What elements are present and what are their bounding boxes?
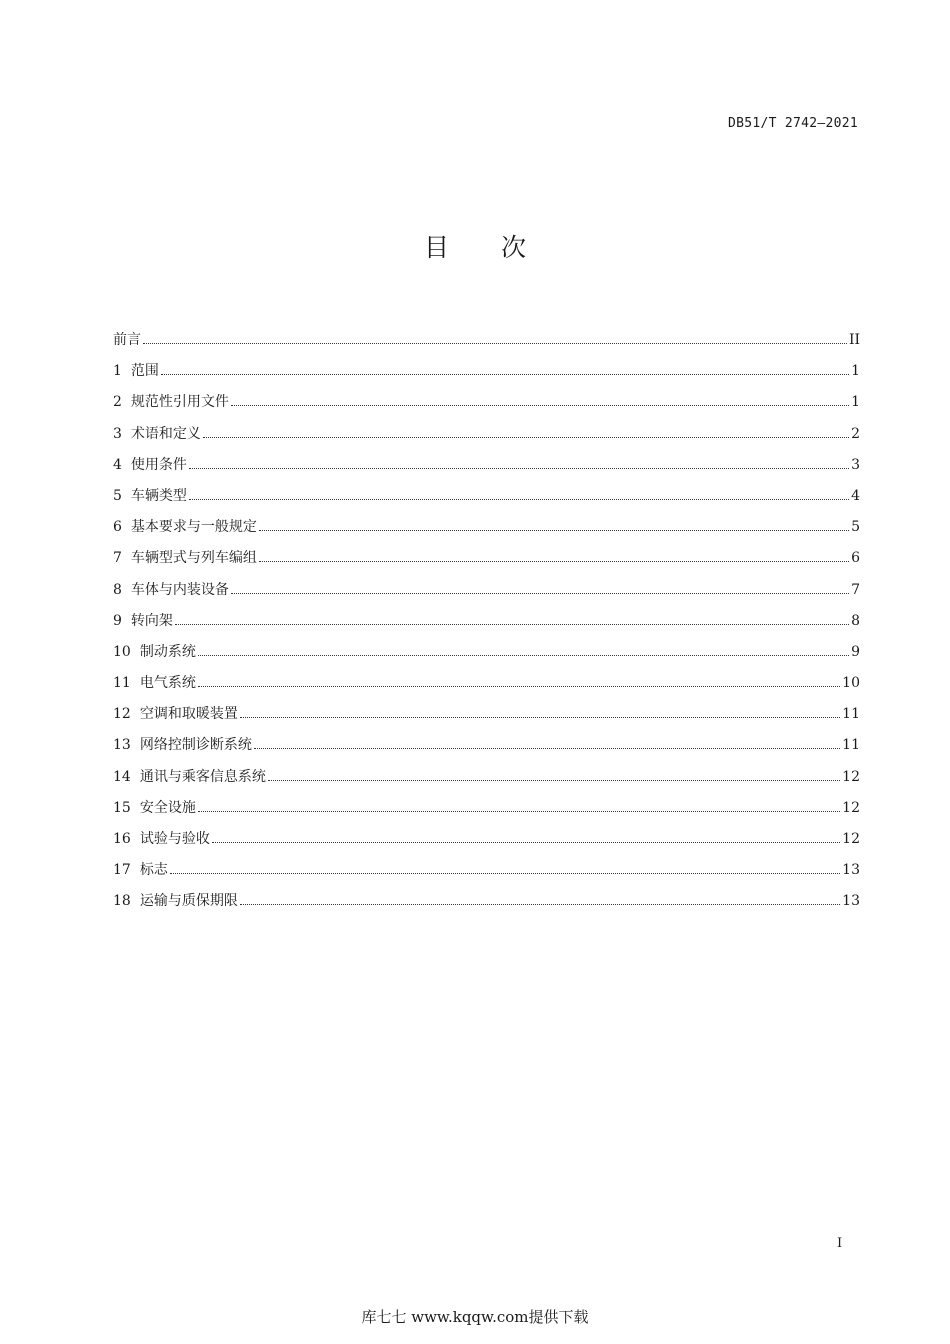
toc-entry[interactable] xyxy=(113,455,860,486)
toc-entry-number: 11 xyxy=(113,675,131,692)
toc-entry-page: 13 xyxy=(842,862,860,879)
toc-entry[interactable] xyxy=(113,673,860,704)
toc-entry-label xyxy=(113,860,168,880)
toc-entry[interactable] xyxy=(113,611,860,642)
toc-entry-label xyxy=(113,517,257,537)
toc-entry-label xyxy=(113,798,196,818)
toc-entry-page: 11 xyxy=(842,737,860,754)
toc-entry-page: 2 xyxy=(851,425,860,442)
toc-entry-label xyxy=(113,829,210,849)
toc-entry-page: 12 xyxy=(842,831,860,847)
toc-entry[interactable] xyxy=(113,767,860,798)
toc-entry-number: 14 xyxy=(113,768,131,785)
toc-dot-leader xyxy=(231,593,849,594)
toc-dot-leader xyxy=(198,811,840,812)
document-code: DB51/T 2742—2021 xyxy=(727,116,858,131)
toc-entry[interactable] xyxy=(113,891,860,922)
toc-entry-title: 使用条件 xyxy=(130,456,187,473)
toc-entry[interactable] xyxy=(113,642,860,673)
toc-entry-label xyxy=(113,361,159,381)
toc-entry-number: 13 xyxy=(113,737,131,754)
toc-entry-title: 制动系统 xyxy=(139,643,196,660)
toc-entry[interactable] xyxy=(113,517,860,548)
toc-entry[interactable] xyxy=(113,486,860,517)
footer-watermark-text: 库七七 www.kqqw.com提供下载 xyxy=(361,1308,589,1326)
toc-entry-number: 2 xyxy=(113,394,122,411)
toc-entry-label xyxy=(113,735,252,755)
toc-entry-page: 5 xyxy=(851,519,860,536)
toc-entry-label xyxy=(113,611,173,631)
toc-dot-leader xyxy=(259,530,849,531)
toc-entry-page: 11 xyxy=(842,706,860,723)
toc-dot-leader xyxy=(240,904,840,905)
toc-entry[interactable] xyxy=(113,361,860,392)
toc-entry-label xyxy=(113,673,196,693)
toc-entry[interactable] xyxy=(113,330,860,361)
toc-dot-leader xyxy=(198,655,849,656)
toc-entry-title: 车体与内装设备 xyxy=(130,581,229,598)
toc-entry-page: II xyxy=(848,332,860,348)
toc-entry-number: 5 xyxy=(113,487,122,504)
toc-entry-page: 10 xyxy=(842,675,860,692)
toc-entry-label xyxy=(113,392,229,412)
toc-dot-leader xyxy=(254,748,840,749)
toc-entry-title: 规范性引用文件 xyxy=(130,394,229,411)
toc-entry-number: 1 xyxy=(113,363,122,380)
toc-entry[interactable] xyxy=(113,829,860,860)
toc-entry-page: 7 xyxy=(851,581,860,598)
toc-entry-label xyxy=(113,330,141,350)
toc-dot-leader xyxy=(170,873,840,874)
toc-entry-title: 车辆型式与列车编组 xyxy=(130,550,257,567)
toc-dot-leader xyxy=(212,842,840,843)
toc-entry[interactable] xyxy=(113,424,860,455)
toc-dot-leader xyxy=(189,499,849,500)
toc-entry-page: 8 xyxy=(851,612,860,629)
toc-dot-leader xyxy=(259,561,849,562)
toc-entry-label xyxy=(113,642,196,662)
toc-entry-title: 范围 xyxy=(130,363,159,380)
toc-entry[interactable] xyxy=(113,580,860,611)
toc-entry-number: 18 xyxy=(113,893,131,910)
toc-dot-leader xyxy=(231,405,849,406)
toc-dot-leader xyxy=(143,343,847,344)
toc-entry-page: 3 xyxy=(851,456,860,473)
toc-entry-title: 通讯与乘客信息系统 xyxy=(139,768,266,785)
toc-entry-page: 13 xyxy=(842,893,860,910)
page-number: I xyxy=(837,1236,843,1251)
toc-entry[interactable] xyxy=(113,798,860,829)
toc-entry-number: 17 xyxy=(113,862,131,879)
toc-dot-leader xyxy=(161,374,849,375)
toc-entry[interactable] xyxy=(113,735,860,766)
toc-entry[interactable] xyxy=(113,704,860,735)
toc-dot-leader xyxy=(189,468,849,469)
toc-entry-page: 1 xyxy=(851,394,860,411)
toc-entry-page: 12 xyxy=(842,768,860,785)
toc-entry-number: 9 xyxy=(113,612,122,629)
toc-entry-page: 4 xyxy=(851,487,860,504)
toc-entry[interactable] xyxy=(113,392,860,423)
toc-entry-title: 车辆类型 xyxy=(130,487,187,504)
toc-entry-title: 标志 xyxy=(139,862,168,879)
table-of-contents xyxy=(113,330,860,923)
toc-entry[interactable] xyxy=(113,548,860,579)
toc-entry-number: 8 xyxy=(113,581,122,598)
toc-entry-label xyxy=(113,767,266,787)
toc-dot-leader xyxy=(198,686,840,687)
toc-entry-title: 基本要求与一般规定 xyxy=(130,519,257,536)
toc-dot-leader xyxy=(203,437,849,438)
toc-entry-page: 9 xyxy=(851,643,860,660)
toc-entry-page: 6 xyxy=(851,550,860,567)
page-title: 目次 xyxy=(423,233,578,262)
toc-entry[interactable] xyxy=(113,860,860,891)
toc-entry-number: 16 xyxy=(113,831,131,847)
toc-entry-label xyxy=(113,486,187,506)
toc-entry-label xyxy=(113,891,238,911)
toc-entry-title: 空调和取暖装置 xyxy=(139,706,238,723)
toc-entry-title: 前言 xyxy=(113,332,141,348)
toc-entry-title: 安全设施 xyxy=(139,799,196,816)
toc-entry-title: 转向架 xyxy=(130,612,173,629)
toc-entry-label xyxy=(113,704,238,724)
toc-entry-label xyxy=(113,580,229,600)
toc-entry-page: 1 xyxy=(851,363,860,380)
toc-entry-number: 4 xyxy=(113,456,122,473)
toc-entry-title: 运输与质保期限 xyxy=(139,893,238,910)
toc-entry-number: 15 xyxy=(113,799,131,816)
toc-entry-label xyxy=(113,424,201,444)
toc-entry-title: 网络控制诊断系统 xyxy=(139,737,252,754)
toc-dot-leader xyxy=(175,624,849,625)
toc-entry-number: 7 xyxy=(113,550,122,567)
toc-entry-title: 术语和定义 xyxy=(130,425,201,442)
toc-entry-number: 6 xyxy=(113,519,122,536)
toc-dot-leader xyxy=(240,717,840,718)
toc-entry-label xyxy=(113,455,187,475)
toc-entry-title: 电气系统 xyxy=(139,675,196,692)
toc-entry-page: 12 xyxy=(842,799,860,816)
toc-entry-number: 12 xyxy=(113,706,131,723)
toc-entry-number: 3 xyxy=(113,425,122,442)
toc-entry-title: 试验与验收 xyxy=(139,831,210,847)
toc-dot-leader xyxy=(268,780,840,781)
toc-entry-label xyxy=(113,548,257,568)
toc-entry-number: 10 xyxy=(113,643,131,660)
